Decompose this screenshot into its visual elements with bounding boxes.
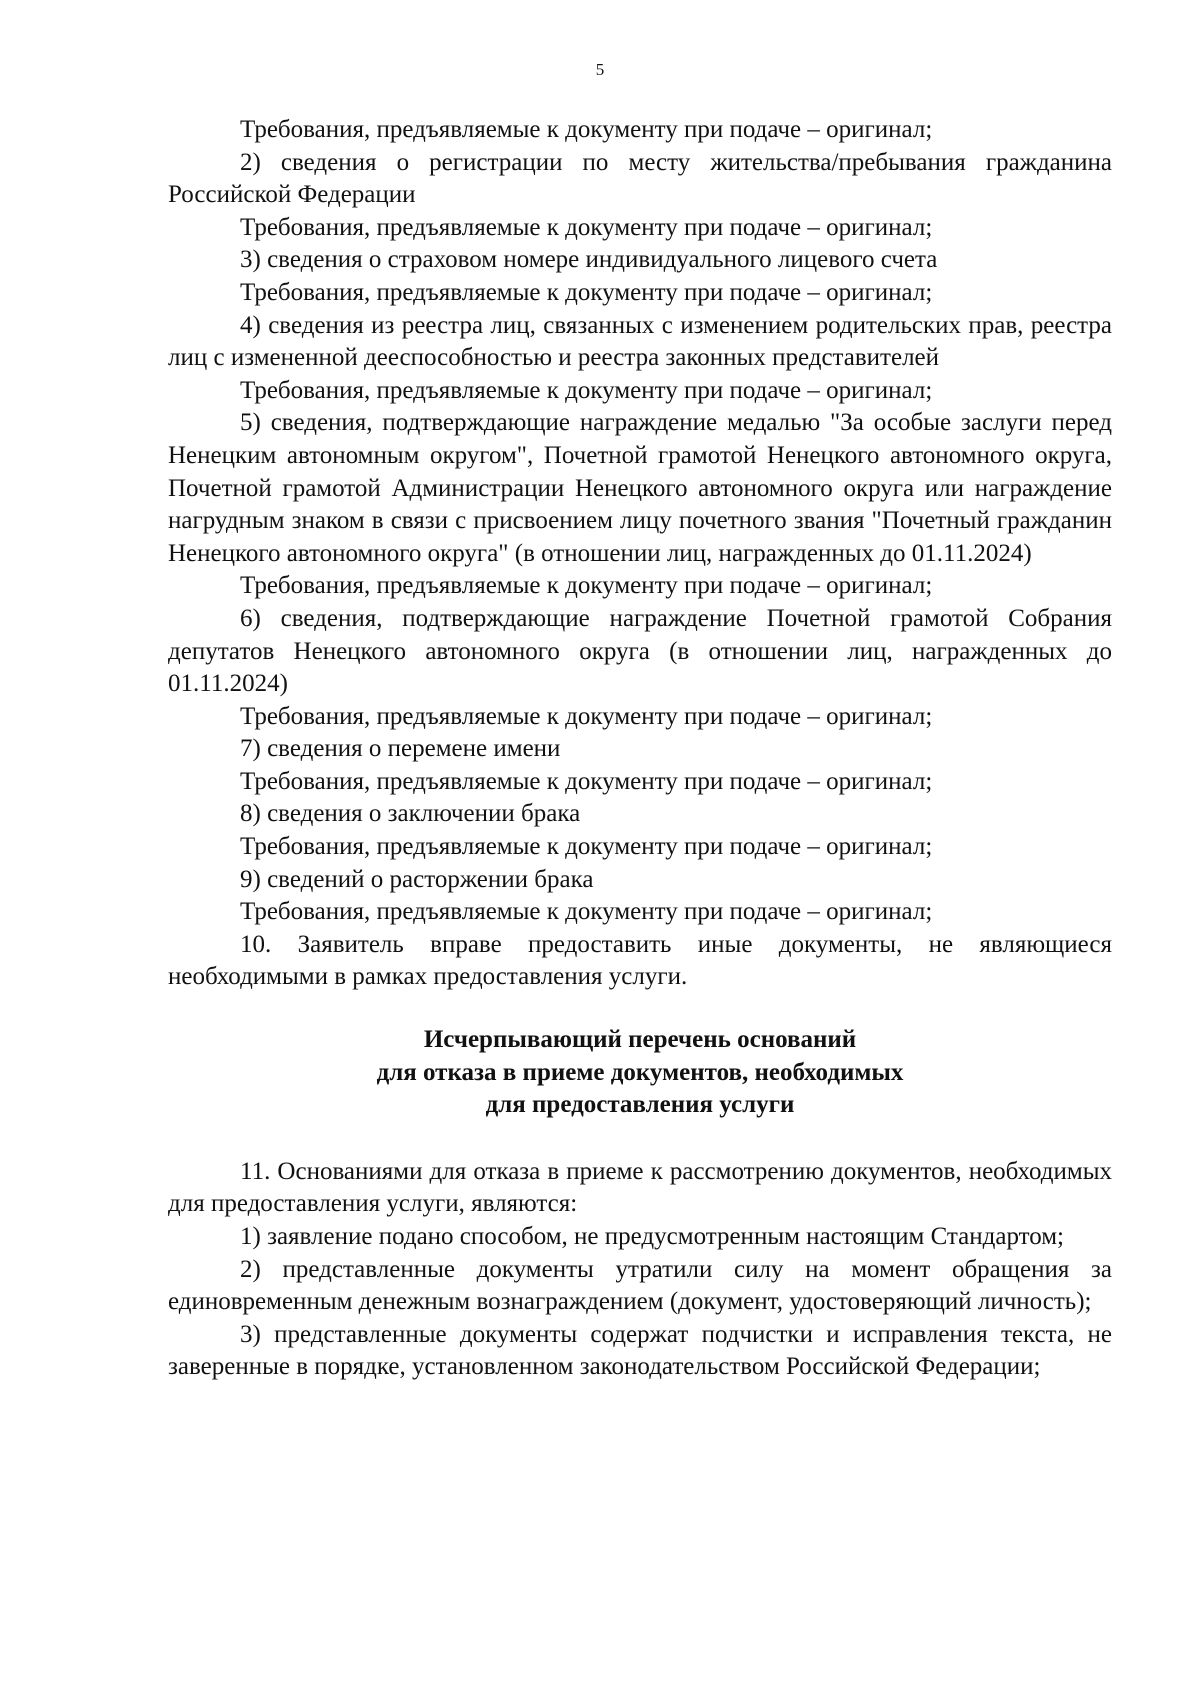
section-heading-line: для предоставления услуги	[485, 1091, 795, 1119]
paragraph: 2) сведения о регистрации по месту жительства/пребывания гражданина Российской Федерации	[168, 148, 1112, 209]
paragraph: 3) сведения о страховом номере индивидуального лицевого счета	[240, 246, 938, 274]
paragraph: Требования, предъявляемые к документу при подаче – оригинал;	[240, 572, 933, 600]
section-heading	[168, 1024, 1112, 1122]
paragraph: Требования, предъявляемые к документу при подаче – оригинал;	[240, 702, 933, 730]
paragraph: 5) сведения, подтверждающие награждение медалью "За особые заслуги перед Ненецким автономным округом", Почетной грамотой Ненецкого автономного округа, Почетной грамотой Администрации Ненецкого автономного округа или награждение нагрудным знаком в связи с присвоением лицу почетного звания "Почетный гражданин Ненецкого автономного округа" (в отношении лиц, награжденных до 01.11.2024)	[168, 409, 1112, 567]
paragraph: Требования, предъявляемые к документу при подаче – оригинал;	[240, 278, 933, 306]
document-body	[168, 114, 1112, 1384]
paragraph: 10. Заявитель вправе предоставить иные документы, не являющиеся необходимыми в рамках предоставления услуги.	[168, 930, 1112, 991]
section-heading-line: Исчерпывающий перечень оснований	[423, 1026, 857, 1054]
paragraph: 7) сведения о перемене имени	[240, 735, 561, 763]
page-number: 5	[595, 60, 605, 79]
paragraph: 9) сведений о расторжении брака	[240, 865, 594, 893]
paragraph: 1) заявление подано способом, не предусмотренным настоящим Стандартом;	[240, 1223, 1064, 1250]
paragraph: 11. Основаниями для отказа в приеме к рассмотрению документов, необходимых для предоставления услуги, являются:	[168, 1157, 1112, 1218]
paragraph: 6) сведения, подтверждающие награждение Почетной грамотой Собрания депутатов Ненецкого автономного округа (в отношении лиц, награжденных до 01.11.2024)	[168, 604, 1112, 698]
paragraph: 8) сведения о заключении брака	[240, 800, 581, 828]
paragraph: Требования, предъявляемые к документу при подаче – оригинал;	[240, 898, 933, 926]
paragraph: Требования, предъявляемые к документу при подаче – оригинал;	[240, 116, 933, 143]
paragraph: 2) представленные документы утратили силу на момент обращения за единовременным денежным вознаграждением (документ, удостоверяющий личность);	[168, 1255, 1112, 1316]
paragraph: Требования, предъявляемые к документу при подаче – оригинал;	[240, 767, 933, 795]
paragraph: Требования, предъявляемые к документу при подаче – оригинал;	[240, 833, 933, 861]
paragraph: Требования, предъявляемые к документу при подаче – оригинал;	[240, 376, 933, 404]
paragraph: 4) сведения из реестра лиц, связанных с изменением родительских прав, реестра лиц с измененной дееспособностью и реестра законных представителей	[168, 311, 1112, 372]
section-heading-line: для отказа в приеме документов, необходимых	[376, 1058, 904, 1086]
paragraph: Требования, предъявляемые к документу при подаче – оригинал;	[240, 213, 933, 241]
paragraph: 3) представленные документы содержат подчистки и исправления текста, не заверенные в порядке, установленном законодательством Российской Федерации;	[168, 1320, 1112, 1381]
spacer	[168, 1122, 1112, 1156]
